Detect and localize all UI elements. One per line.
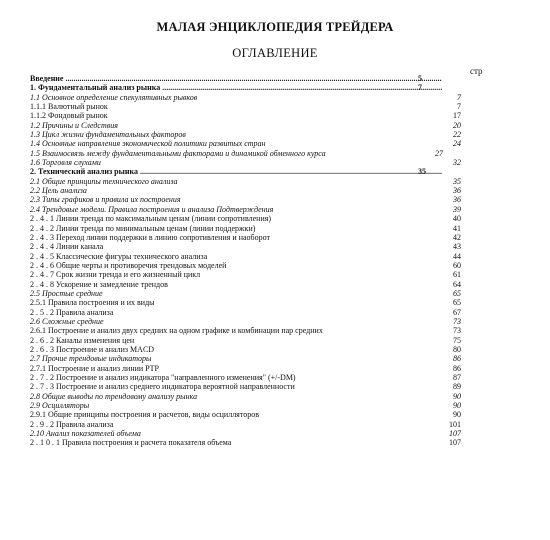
toc-entry-page: 60 — [453, 260, 461, 270]
toc-entry-title: 2.1 Общие принципы технического анализа — [30, 176, 178, 186]
toc-entry-page: 65 — [453, 298, 461, 308]
toc-entry — [30, 326, 470, 335]
toc-entry-title: 2 . 4 . 5 Классические фигуры технического анализа — [30, 251, 208, 261]
toc-entry — [30, 149, 470, 158]
toc-entry-title: 2.7.1 Построение и анализ линии PTP — [30, 363, 159, 373]
document-title: МАЛАЯ ЭНЦИКЛОПЕДИЯ ТРЕЙДЕРА — [156, 20, 394, 34]
toc-entry-page: 90 — [453, 391, 461, 401]
toc-entry-title: 2.3 Типы графиков и правила их построения — [30, 195, 181, 205]
toc-entry-title: 2.5 Простые средние — [30, 288, 103, 298]
toc-entry-page: 39 — [453, 204, 461, 214]
toc-entry-title: 2 . 5 . 2 Правила анализа — [30, 307, 114, 317]
toc-entry-title: 2.5.1 Правила построения и их виды — [30, 298, 155, 308]
toc-entry — [30, 224, 470, 233]
toc-entry-page: 35 — [453, 176, 461, 186]
toc-entry-page: 87 — [453, 373, 461, 382]
toc-entry — [30, 298, 470, 307]
toc-entry — [30, 93, 470, 102]
toc-entry-title: 2 . 4 . 3 Переход линии поддержки в линию сопротивления и наоборот — [30, 232, 270, 242]
toc-entry — [30, 289, 470, 298]
toc-entry — [30, 354, 470, 363]
toc-entry — [30, 158, 470, 167]
toc-entry — [30, 214, 470, 223]
toc-entry — [30, 102, 470, 111]
toc-entry-title: 1.1.1 Валютный рынок — [30, 102, 108, 112]
toc-entry-title: 2 . 7 . 3 Построение и анализ среднего индикатора вероятной направленности — [30, 382, 295, 392]
toc-entry-title: 2.6.1 Построение и анализ двух средних на одном графике и комбинации пар средних — [30, 326, 323, 336]
toc-entry-page: 35 — [418, 167, 426, 177]
toc-entry-page: 22 — [453, 130, 461, 140]
toc-entry — [30, 186, 470, 195]
toc-entry-title: 1.1 Основное определение спекулятивных рывков — [30, 92, 198, 102]
toc-entry — [30, 252, 470, 261]
toc-entry-page: 90 — [453, 401, 461, 411]
toc-entry-title: 2 . 6 . 2 Каналы изменения цен — [30, 335, 135, 345]
toc-entry-page: 73 — [453, 326, 461, 336]
toc-entry-page: 20 — [453, 120, 461, 130]
toc-entry-page: 89 — [453, 382, 461, 392]
toc-entry-page: 86 — [453, 354, 461, 364]
toc-entry-title: 2.4 Трендовые модели. Правила построения и анализа Подтверждения — [30, 204, 274, 214]
toc-entry-page: 107 — [449, 438, 461, 448]
toc-entry-page: 32 — [453, 158, 461, 168]
toc-entry-page: 7 — [457, 102, 461, 112]
toc-entry-page: 27 — [435, 148, 443, 158]
toc-entry — [30, 308, 470, 317]
toc-entry — [30, 242, 470, 251]
toc-entry — [30, 429, 470, 438]
toc-entry-title: 2 . 1 0 . 1 Правила построения и расчета показателя объема — [30, 438, 232, 448]
toc-entry-page: 86 — [453, 363, 461, 373]
toc-entry-page: 61 — [453, 270, 461, 280]
toc-entry — [30, 130, 470, 139]
toc-entry — [30, 345, 470, 354]
toc-entry-title: 2.7 Прочие трендовые индикаторы — [30, 354, 152, 364]
toc-entry-page: 90 — [453, 410, 461, 420]
toc-entry-title: 2 . 4 . 1 Линии тренда по максимальным ценам (линии сопротивления) — [30, 214, 272, 224]
toc-entry — [30, 438, 470, 447]
toc-entry-title: 2.2 Цель анализа — [30, 186, 87, 196]
toc-entry-title: 2.8 Общие выводы по трендовому анализу рынка — [30, 391, 198, 401]
toc-entry-page: 5 — [418, 74, 422, 83]
toc-entry — [30, 364, 470, 373]
toc-entry — [30, 261, 470, 270]
toc-entry-page: 73 — [453, 316, 461, 326]
toc-entry — [30, 392, 470, 401]
toc-entry-title: 1.5 Взаимосвязь между фундаментальными факторами и динамикой обменного курса — [30, 148, 326, 158]
toc-entry-title: 2 . 4 . 7 Срок жизни тренда и его жизненный цикл — [30, 270, 201, 280]
toc-entry-page: 101 — [449, 419, 461, 429]
toc-entry-title: 1.4 Основные направления экономической политики развитых стран — [30, 139, 266, 149]
toc-entry-title: 2 . 4 . 6 Общие черты и противоречия трендовых моделей — [30, 260, 227, 270]
toc-entry-page: 107 — [449, 429, 461, 439]
toc-entry — [30, 420, 470, 429]
toc-entry — [30, 205, 470, 214]
table-of-contents — [30, 74, 470, 448]
toc-entry-title: Введение ..... — [30, 74, 442, 83]
toc-entry-page: 7 — [418, 83, 422, 93]
toc-entry — [30, 373, 470, 382]
toc-entry — [30, 83, 470, 92]
toc-entry-title: 2.9 Осцилляторы — [30, 401, 90, 411]
toc-entry-title: 1. Фундаментальный анализ рынка ..... — [30, 83, 442, 92]
toc-entry-page: 80 — [453, 344, 461, 354]
toc-entry-title: 2 . 4 . 8 Ускорение и замедление трендов — [30, 279, 168, 289]
toc-entry-title: 2.10 Анализ показателей объема — [30, 429, 141, 439]
toc-entry — [30, 74, 470, 83]
toc-entry — [30, 410, 470, 419]
toc-entry-page: 67 — [453, 307, 461, 317]
toc-entry-title: 2 . 4 . 4 Линии канала — [30, 242, 104, 252]
toc-entry — [30, 401, 470, 410]
toc-entry-page: 44 — [453, 251, 461, 261]
toc-entry — [30, 270, 470, 279]
toc-entry-page: 7 — [457, 92, 461, 102]
toc-entry-title: 1.6 Торговля слухами — [30, 158, 101, 168]
toc-entry-page: 17 — [453, 111, 461, 121]
toc-entry-title: 2.9.1 Общие принципы построения и расчетов, виды осцилляторов — [30, 410, 260, 420]
toc-entry — [30, 139, 470, 148]
toc-entry — [30, 167, 470, 176]
toc-entry-page: 36 — [453, 186, 461, 196]
toc-entry-title: 2 . 9 . 2 Правила анализа — [30, 419, 114, 429]
toc-entry — [30, 111, 470, 120]
toc-entry-title: 2 . 6 . 3 Построение и анализ MACD — [30, 344, 155, 354]
toc-entry — [30, 280, 470, 289]
toc-heading: ОГЛАВЛЕНИЕ — [232, 46, 318, 60]
toc-entry — [30, 233, 470, 242]
toc-entry-page: 42 — [453, 232, 461, 242]
toc-entry-title: 1.3 Цикл жизни фундаментальных факторов — [30, 130, 186, 140]
page-column-label: стр — [470, 66, 483, 76]
toc-entry — [30, 382, 470, 391]
toc-entry-page: 41 — [453, 223, 461, 233]
toc-entry — [30, 121, 470, 130]
toc-entry-page: 43 — [453, 242, 461, 252]
toc-entry-title: 2.6 Сложные средние — [30, 316, 104, 326]
toc-entry — [30, 195, 470, 204]
toc-entry — [30, 317, 470, 326]
toc-entry-page: 75 — [453, 335, 461, 345]
toc-entry-page: 64 — [453, 279, 461, 289]
toc-entry-title: 2 . 4 . 2 Линии тренда по минимальным ценам (линии поддержки) — [30, 223, 256, 233]
toc-entry-page: 24 — [453, 139, 461, 149]
toc-entry-page: 36 — [453, 195, 461, 205]
toc-entry — [30, 177, 470, 186]
toc-entry-title: 1.1.2 Фондовый рынок — [30, 111, 108, 121]
toc-entry-page: 65 — [453, 288, 461, 298]
toc-entry-page: 40 — [453, 214, 461, 224]
toc-entry-title: 2. Технический анализ рынка ..... — [30, 167, 442, 176]
toc-entry — [30, 336, 470, 345]
toc-entry-title: 2 . 7 . 2 Построение и анализ индикатора "направленного изменения" (+/-DM) — [30, 373, 296, 382]
toc-entry-title: 1.2 Причины и Следствия — [30, 120, 118, 130]
